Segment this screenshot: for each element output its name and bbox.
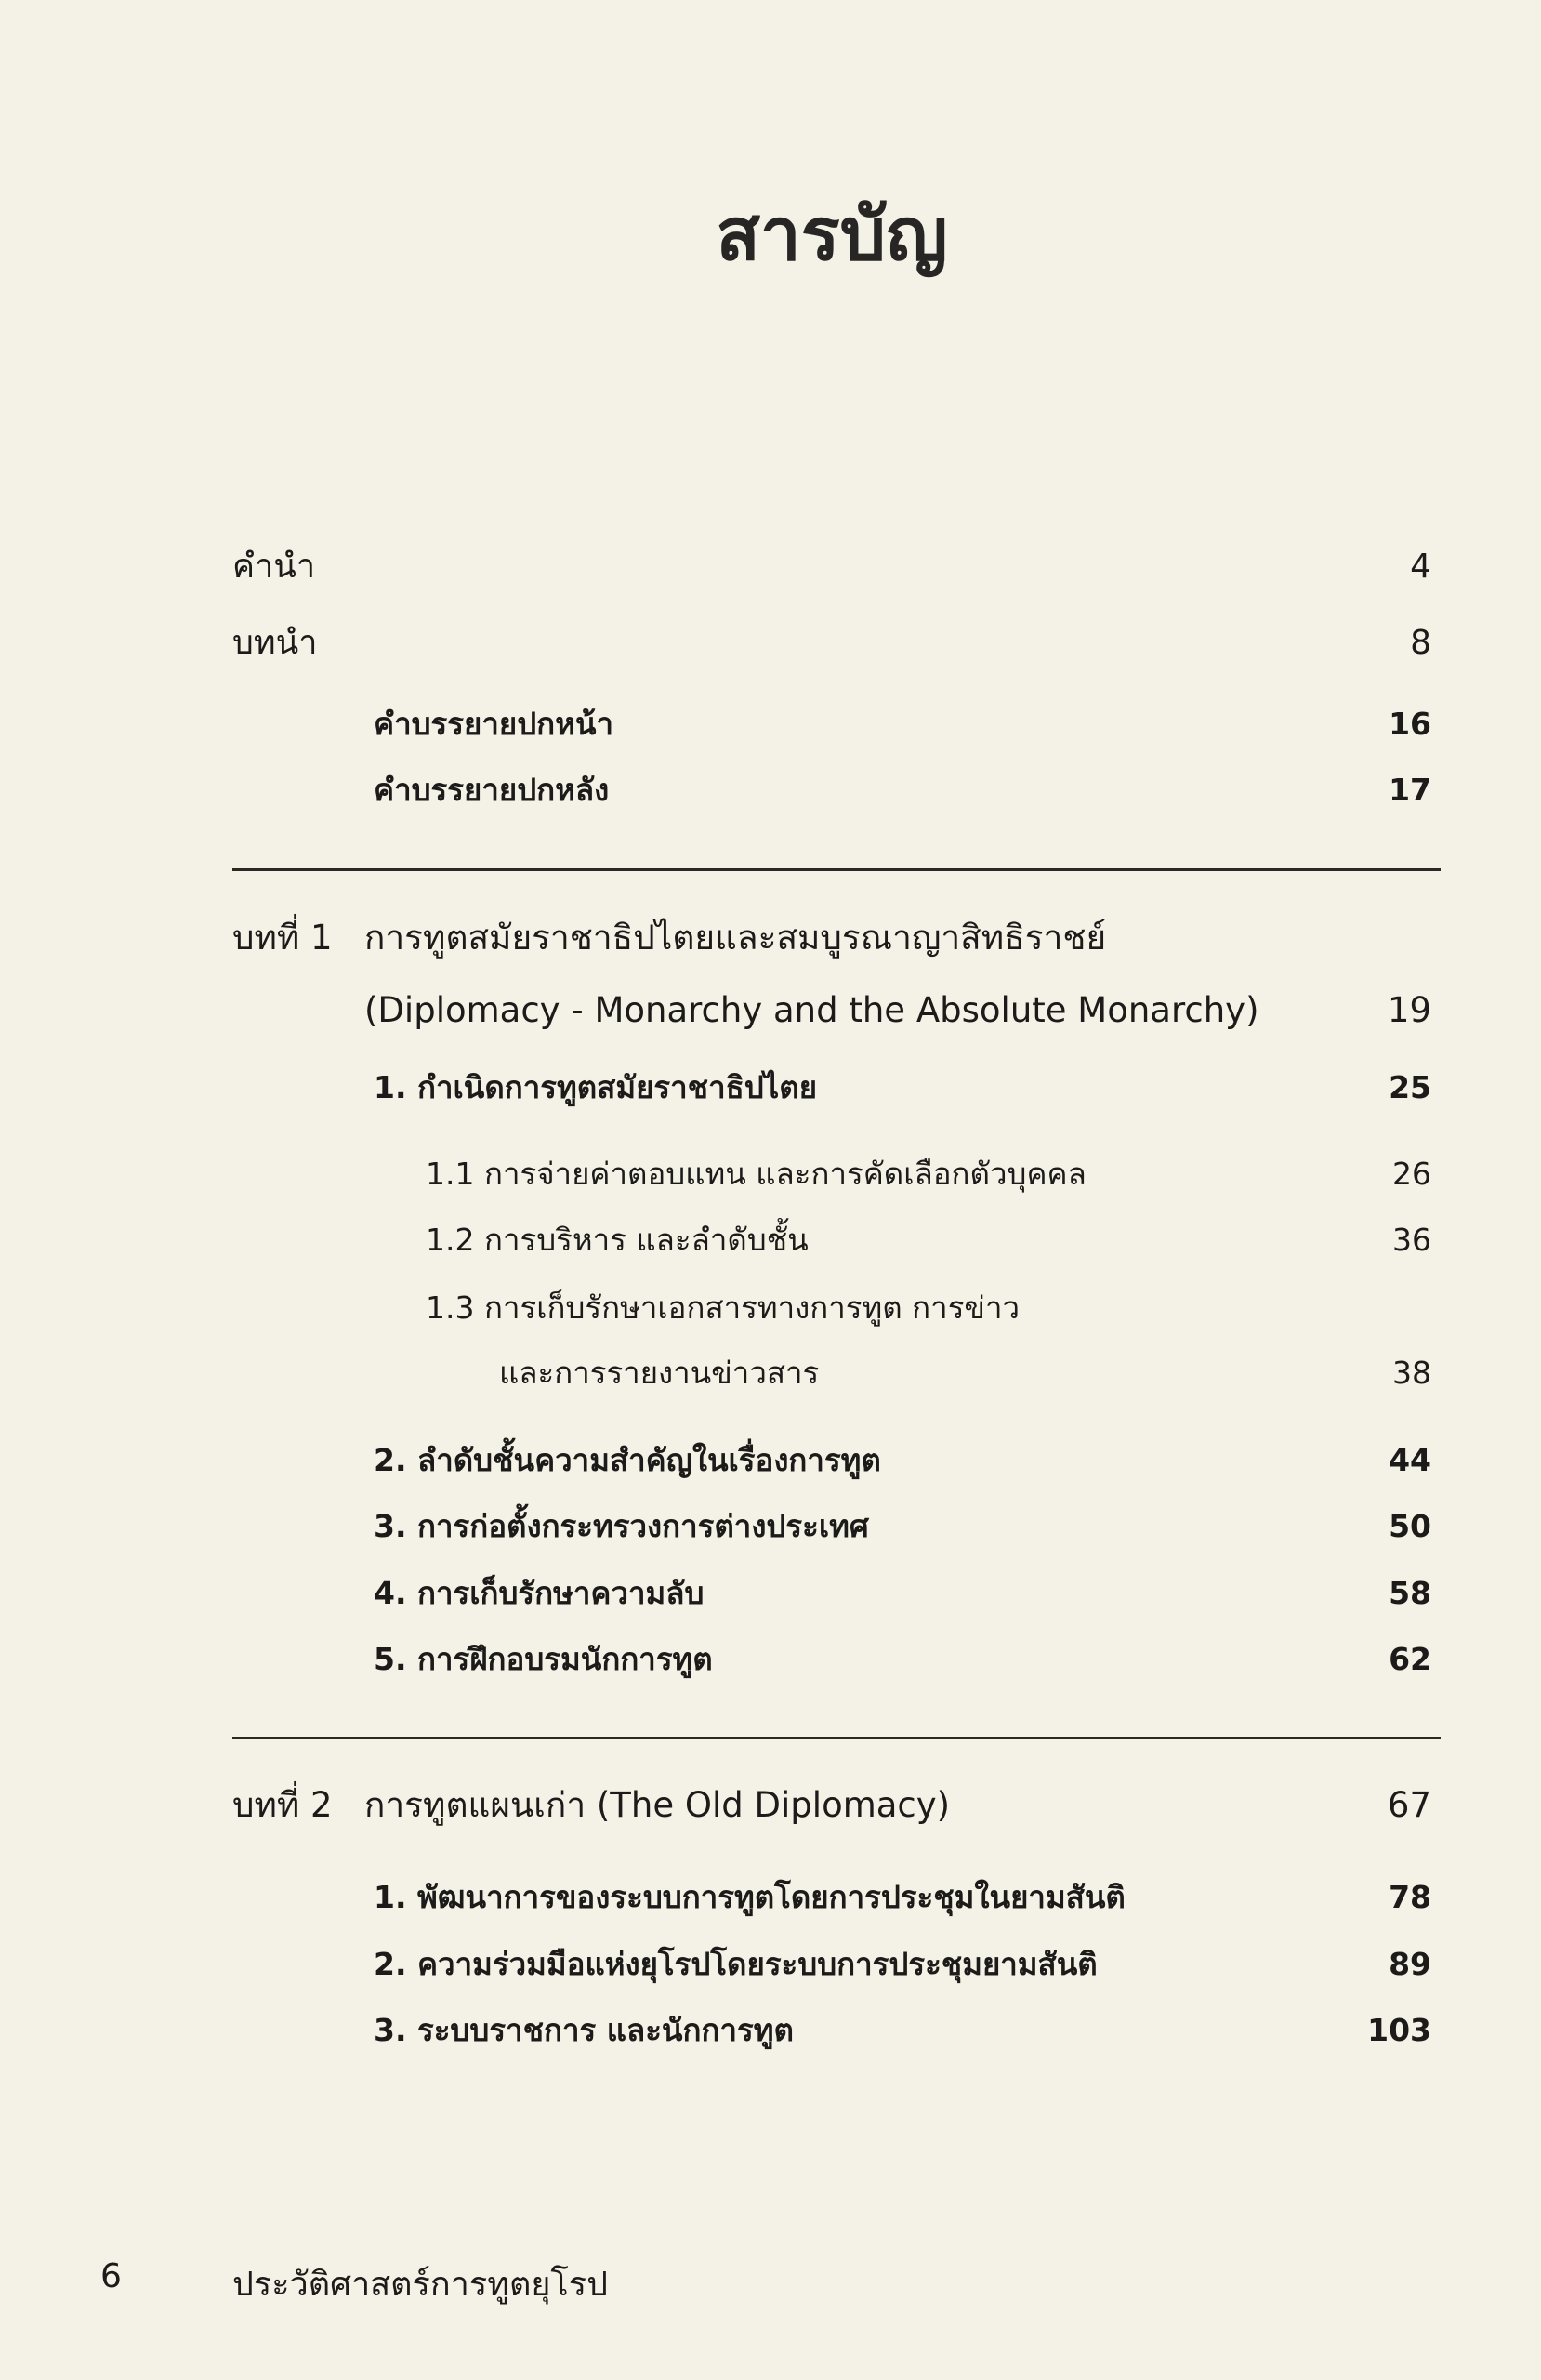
toc-entry-label: 5. การฝึกอบรมนักการทูต	[374, 1641, 713, 1677]
toc-entry-label: บทนำ	[232, 624, 318, 662]
section-divider	[232, 868, 1441, 871]
toc-entry-foreword	[232, 539, 1431, 592]
chapter-title-english: (Diplomacy - Monarchy and the Absolute Monarchy)	[364, 990, 1259, 1030]
toc-page-number: 38	[1392, 1355, 1431, 1391]
toc-entry-back-cover-note	[374, 765, 1431, 814]
toc-entry	[374, 2005, 1431, 2055]
toc-chapter-1	[232, 902, 1431, 1047]
toc-page-number: 58	[1389, 1575, 1431, 1611]
toc-entry	[374, 1568, 1431, 1618]
footer-book-title: ประวัติศาสตร์การทูตยุโรป	[232, 2266, 608, 2304]
toc-page-number: 26	[1392, 1156, 1431, 1192]
chapter-number: บทที่ 1	[232, 918, 333, 958]
toc-page-number: 67	[1387, 1785, 1431, 1825]
toc-entry-label: 2. ลำดับชั้นความสำคัญในเรื่องการทูต	[374, 1442, 881, 1478]
toc-entry	[374, 1872, 1431, 1922]
toc-page-number: 4	[1410, 548, 1431, 586]
toc-entry-label: 2. ความร่วมมือแห่งยุโรปโดยระบบการประชุมยามสันติ	[374, 1946, 1098, 1982]
toc-entry	[374, 1501, 1431, 1551]
toc-page-number: 62	[1389, 1641, 1431, 1677]
chapter-title-thai: การทูตสมัยราชาธิปไตยและสมบูรณาญาสิทธิราชย์	[364, 918, 1107, 958]
toc-page-number: 78	[1389, 1879, 1431, 1915]
toc-page-number: 16	[1389, 706, 1431, 742]
toc-entry-continuation	[499, 1348, 1431, 1397]
toc-entry-label: คำนำ	[232, 548, 316, 586]
toc-entry	[426, 1215, 1431, 1264]
toc-page-number: 50	[1389, 1508, 1431, 1544]
toc-entry-introduction	[232, 615, 1431, 668]
toc-entry-label: คำบรรยายปกหน้า	[374, 706, 613, 742]
toc-entry	[426, 1283, 1431, 1332]
toc-entry-front-cover-note	[374, 699, 1431, 748]
chapter-number: บทที่ 2	[232, 1785, 333, 1825]
toc-entry-label	[232, 1778, 950, 1832]
toc-entry-label: คำบรรยายปกหลัง	[374, 772, 610, 808]
toc-entry	[374, 1634, 1431, 1684]
toc-entry-label: 1. กำเนิดการทูตสมัยราชาธิปไตย	[374, 1069, 818, 1105]
toc-entry-label: 1. พัฒนาการของระบบการทูตโดยการประชุมในยามสันติ	[374, 1879, 1126, 1915]
toc-entry-label: 1.2 การบริหาร และลำดับชั้น	[426, 1222, 809, 1258]
section-divider	[232, 1737, 1441, 1739]
footer-page-number: 6	[100, 2257, 122, 2295]
toc-page-number: 36	[1392, 1222, 1431, 1258]
toc-entry	[374, 1939, 1431, 1989]
toc-entry-label: และการรายงานข่าวสาร	[499, 1355, 820, 1391]
toc-page-number: 25	[1389, 1069, 1431, 1105]
toc-page-number: 17	[1389, 772, 1431, 808]
toc-page-number: 19	[1387, 990, 1431, 1030]
page-title: สารบัญ	[716, 193, 948, 277]
toc-entry	[374, 1063, 1431, 1112]
toc-entry-label: 3. การก่อตั้งกระทรวงการต่างประเทศ	[374, 1508, 869, 1544]
toc-entry-label: 1.3 การเก็บรักษาเอกสารทางการทูต การข่าว	[426, 1289, 1021, 1326]
toc-entry-label: 1.1 การจ่ายค่าตอบแทน และการคัดเลือกตัวบุคคล	[426, 1156, 1087, 1192]
toc-entry	[426, 1149, 1431, 1198]
toc-entry-label: 4. การเก็บรักษาความลับ	[374, 1575, 705, 1611]
toc-entry-label: 3. ระบบราชการ และนักการทูต	[374, 2012, 794, 2048]
toc-page-number: 89	[1389, 1946, 1431, 1982]
toc-entry	[374, 1435, 1431, 1485]
toc-page-number: 44	[1389, 1442, 1431, 1478]
chapter-title: การทูตแผนเก่า (The Old Diplomacy)	[364, 1785, 951, 1825]
toc-chapter-2	[232, 1778, 1431, 1832]
toc-page-number: 103	[1367, 2012, 1431, 2048]
toc-page-number: 8	[1410, 624, 1431, 662]
